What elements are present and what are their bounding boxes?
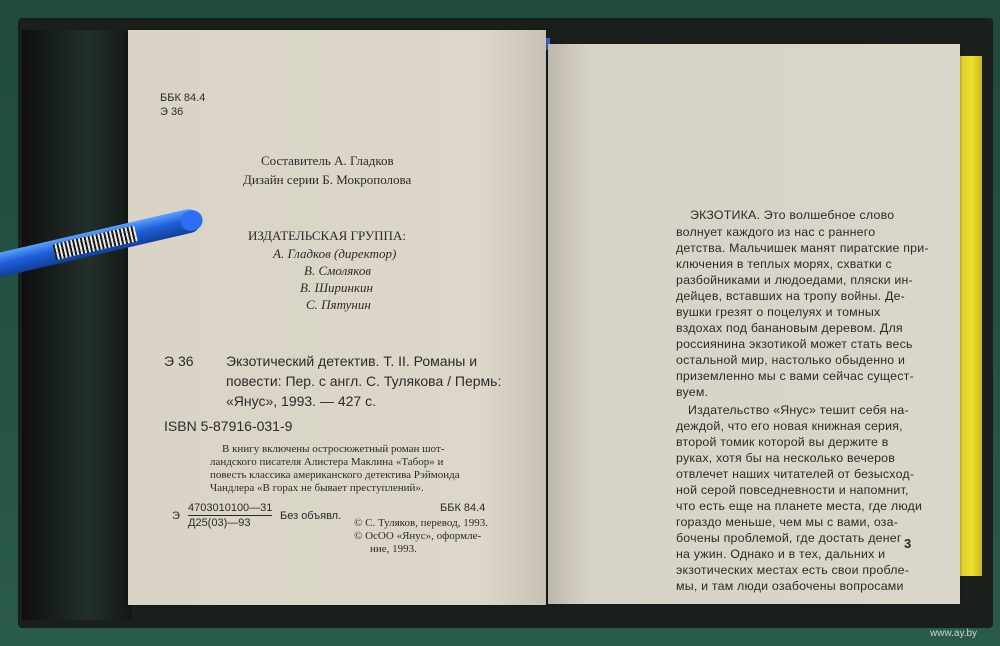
text-line: вздохах под банановым деревом. Для [676,321,903,335]
text-line: волнует каждого из нас с раннего [676,225,876,239]
page-number: 3 [904,536,912,551]
copyright-line: © С. Туляков, перевод, 1993. [354,517,488,529]
book-spine [22,30,132,620]
text-line: Издательство «Янус» тешит себя на- [688,403,909,417]
summary-line: ландского писателя Алистера Маклина «Табор» и [210,456,444,468]
text-line: экзотических местах есть свои пробле- [676,563,910,577]
right-page [548,44,960,604]
publisher-group-title: ИЗДАТЕЛЬСКАЯ ГРУППА: [248,228,406,243]
code-denominator: Д25(03)—93 [188,517,251,529]
catalog-code: Э 36 [164,353,194,369]
text-line: отвлечет наших читателей от безысход- [676,467,915,481]
watermark: www.ay.by [930,628,978,639]
text-line: деждой, что его новая книжная серия, [676,419,903,433]
text-line: бочены проблемой, где достать денег [676,531,902,545]
catalog-line: повести: Пер. с англ. С. Тулякова / Пермь: [226,373,502,389]
text-line: вушки грезят о поцелуях и томных [676,305,881,319]
copyright-line: ние, 1993. [370,543,417,555]
text-line: мы, и там люди озабочены вопросами [676,579,904,593]
text-line: второй томик которой вы держите в [676,435,889,449]
text-line: руках, хотя бы на несколько вечеров [676,451,896,465]
isbn: ISBN 5-87916-031-9 [164,418,293,434]
text-line: остальной мир, настолько обыденно и [676,353,906,367]
text-line: ной серой повседневности и напомнит, [676,483,909,497]
bbk-bottom: ББК 84.4 [440,502,486,514]
left-page [128,30,546,605]
text-line: вуем. [676,385,709,399]
text-line: разбойниками и людоедами, пляски ин- [676,273,913,287]
compiler-line: Составитель А. Гладков [261,153,394,168]
text-line: ключения в теплых морях, схватки с [676,257,892,271]
code-letter: Э [172,510,180,522]
copyright-line: © ОсОО «Янус», оформле- [354,530,482,542]
summary-line: повесть классика американского детектива Рэймонда [210,469,460,481]
member-name: А. Гладков (директор) [273,246,397,261]
text-line: детства. Мальчишек манят пиратские при- [676,241,929,255]
index-code: Э 36 [160,106,184,118]
catalog-line: Экзотический детектив. Т. II. Романы и [226,353,478,369]
series-design-line: Дизайн серии Б. Мокрополова [243,172,412,187]
summary-line: В книгу включены остросюжетный роман шот- [222,443,445,455]
text-line: дейцев, вставших на тропу войны. Де- [676,289,905,303]
member-name: В. Ширинкин [300,280,373,295]
text-line: россиянина экзотикой может стать весь [676,337,913,351]
catalog-line: «Янус», 1993. — 427 с. [226,393,376,409]
text-line: ЭКЗОТИКА. Это волшебное слово [690,208,895,222]
code-numerator: 4703010100—31 [188,502,273,514]
text-line: на ужин. Однако и в тех, дальних и [676,547,886,561]
text-line: приземленно мы с вами сейчас сущест- [676,369,914,383]
member-name: С. Пятунин [306,297,371,312]
text-line: что есть еще на планете места, где люди [676,499,923,513]
bbk-code: ББК 84.4 [160,92,206,104]
member-name: В. Смоляков [304,263,372,278]
no-ads-note: Без объявл. [280,510,342,522]
text-line: гораздо меньше, чем мы с вами, оза- [676,515,899,529]
summary-line: Чандлера «В горах не бывает преступлений». [210,482,424,494]
